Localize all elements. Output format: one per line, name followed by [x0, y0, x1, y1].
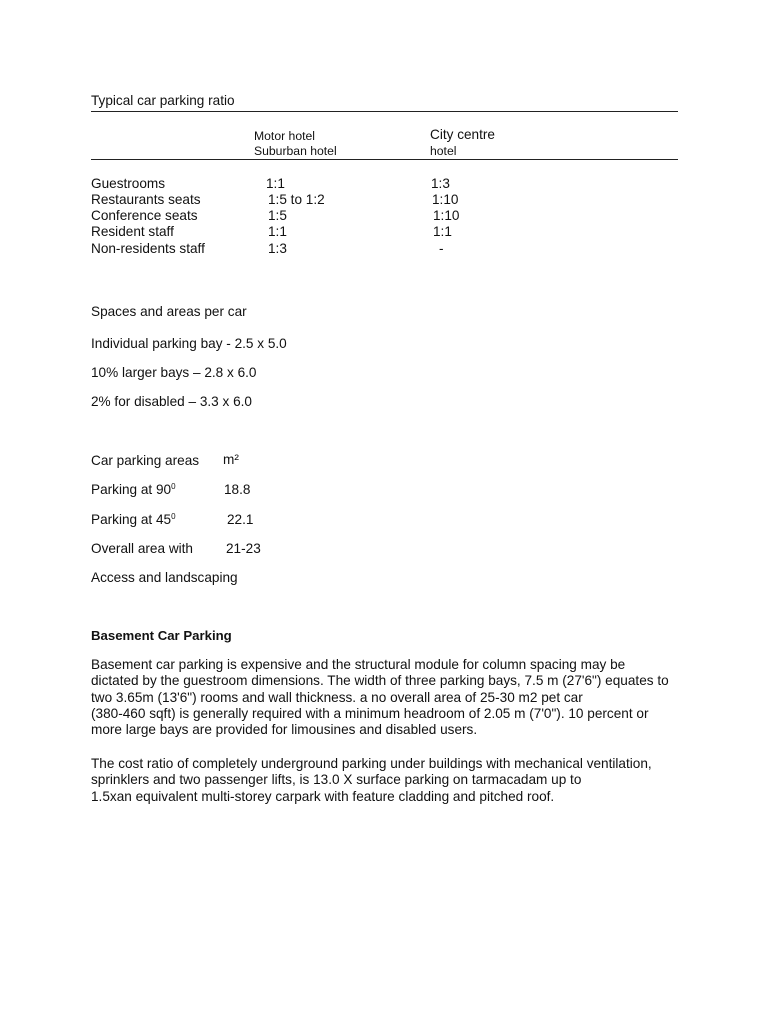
table-cell-col2: 1:10 [433, 208, 460, 223]
table-row-label: Non-residents staff [91, 241, 205, 256]
areas-heading-unit: m² [223, 452, 239, 467]
table-cell-col2: 1:1 [433, 224, 452, 239]
col1-header-line2: Suburban hotel [254, 144, 337, 158]
col1-header-line1: Motor hotel [254, 129, 315, 143]
table-row-label: Guestrooms [91, 176, 166, 191]
areas-row-value: 22.1 [227, 512, 254, 527]
spaces-line: 10% larger bays – 2.8 x 6.0 [91, 365, 257, 380]
spaces-line: Individual parking bay - 2.5 x 5.0 [91, 336, 287, 351]
basement-heading: Basement Car Parking [91, 628, 232, 643]
paragraph-line: dictated by the guestroom dimensions. The width of three parking bays, 7.5 m (27'6") equates to [91, 673, 669, 689]
table-cell-col1: 1:5 to 1:2 [268, 192, 325, 207]
table-cell-col2: 1:10 [432, 192, 459, 207]
table-row-label: Restaurants seats [91, 192, 201, 207]
areas-row-value: 18.8 [224, 482, 251, 497]
paragraph-line: sprinklers and two passenger lifts, is 13.0 X surface parking on tarmacadam up to [91, 772, 582, 788]
areas-row-label: Parking at $90^0$ [91, 482, 176, 497]
areas-row-value: 21-23 [226, 541, 261, 556]
table-row-label: Resident staff [91, 224, 174, 239]
table-cell-col2: 1:3 [431, 176, 450, 191]
paragraph-line: more large bays are provided for limousines and disabled users. [91, 722, 478, 738]
spaces-heading: Spaces and areas per car [91, 304, 247, 319]
table-top-rule [91, 111, 678, 112]
paragraph-line: two 3.65m (13'6") rooms and wall thickness. a no overall area of 25-30 m2 pet car [91, 689, 583, 705]
ratio-table-title: Typical car parking ratio [91, 93, 235, 108]
basement-paragraph-2 [91, 756, 691, 805]
table-row-label: Conference seats [91, 208, 198, 223]
areas-trailing-line: Access and landscaping [91, 570, 238, 585]
paragraph-line: (380-460 sqft) is generally required with a minimum headroom of 2.05 m (7'0"). 10 percent or [91, 705, 649, 721]
col2-header-line2: hotel [430, 144, 457, 158]
areas-row-label: Overall area with [91, 541, 193, 556]
table-cell-col1: 1:5 [268, 208, 287, 223]
table-cell-col1: 1:3 [268, 241, 287, 256]
col2-header-line1: City centre [430, 127, 495, 142]
areas-heading-label: Car parking areas [91, 453, 200, 468]
basement-paragraph-1 [91, 657, 691, 738]
paragraph-line: Basement car parking is expensive and the structural module for column spacing may be [91, 657, 626, 672]
table-cell-col1: 1:1 [266, 176, 285, 191]
table-header-rule [91, 159, 678, 160]
areas-row-label: Parking at $45^0$ [91, 512, 176, 527]
table-cell-col1: 1:1 [268, 224, 287, 239]
paragraph-line: The cost ratio of completely underground parking under buildings with mechanical ventilation, [91, 756, 652, 771]
table-cell-col2: - [439, 241, 444, 256]
paragraph-line: 1.5xan equivalent multi-storey carpark with feature cladding and pitched roof. [91, 788, 555, 804]
spaces-line: 2% for disabled – 3.3 x 6.0 [91, 394, 252, 409]
